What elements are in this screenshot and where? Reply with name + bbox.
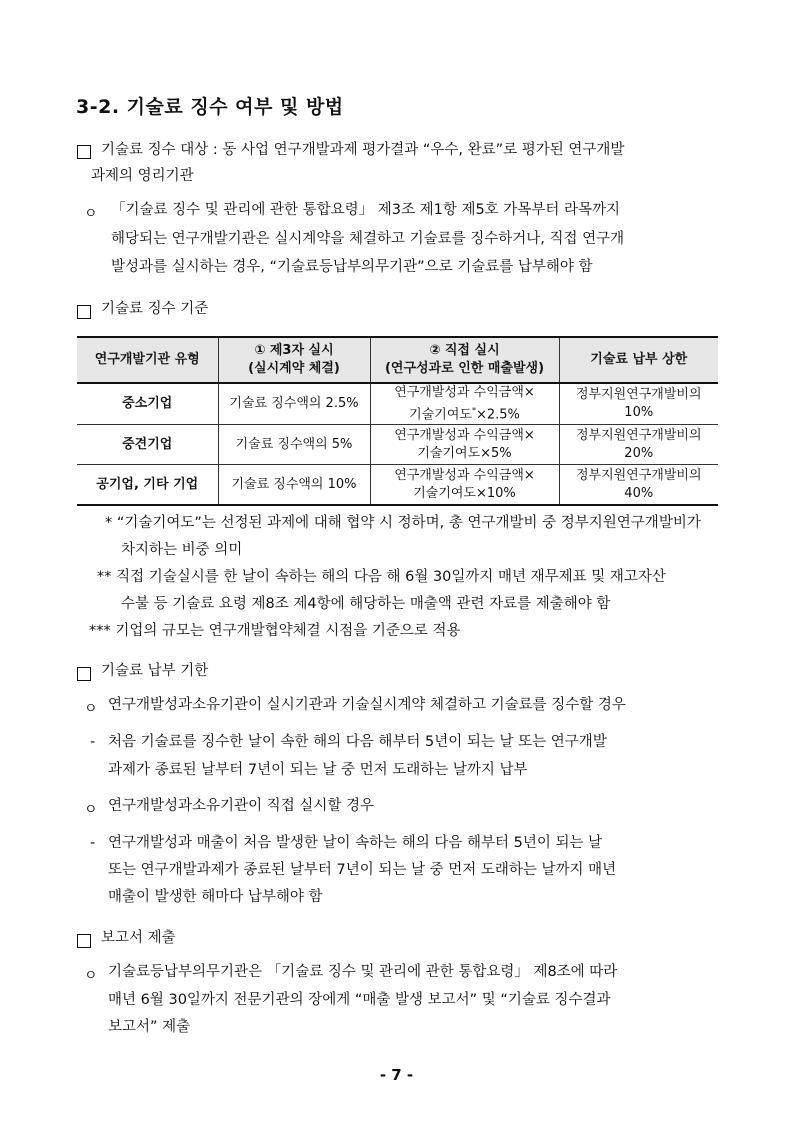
dash-bullet-icon: - bbox=[90, 734, 96, 750]
criteria-heading: 기술료 징수 기준 bbox=[101, 301, 209, 317]
report-heading: 보고서 제출 bbox=[101, 930, 176, 946]
footnote-mark: * bbox=[471, 406, 476, 415]
row-org-type: 공기업, 기타 기업 bbox=[77, 465, 218, 506]
row-direct bbox=[370, 383, 559, 425]
deadline-detail-2-line-3: 매출이 발생한 해마다 납부해야 함 bbox=[108, 889, 323, 905]
page-number: - 7 - bbox=[379, 1066, 414, 1084]
deadline-heading: 기술료 납부 기한 bbox=[101, 663, 209, 679]
report-line-3: 보고서” 제출 bbox=[108, 1019, 191, 1035]
row-direct-line-2 bbox=[371, 485, 559, 503]
row-cap-line-1: 정부지원연구개발비의 bbox=[575, 427, 702, 443]
deadline-case-2: 연구개발성과소유기관이 직접 실시할 경우 bbox=[108, 798, 374, 814]
checkbox-square-icon bbox=[77, 934, 91, 948]
header-direct bbox=[370, 337, 559, 383]
row-direct bbox=[370, 465, 559, 506]
report-line-1: 기술료등납부의무기관은 「기술료 징수 및 관리에 관한 통합요령」 제8조에 따라 bbox=[108, 964, 618, 980]
row-third-party: 기술료 징수액의 5% bbox=[218, 425, 370, 465]
target-line-2: 과제의 영리기관 bbox=[91, 168, 194, 184]
circle-bullet-icon: ㅇ bbox=[84, 206, 98, 222]
table-row bbox=[77, 425, 718, 465]
header-third-party-line-1: ① 제3자 실시 bbox=[254, 343, 334, 358]
deadline-case-1: 연구개발성과소유기관이 실시기관과 기술실시계약 체결하고 기술료를 징수할 경우 bbox=[108, 697, 626, 713]
row-direct bbox=[370, 425, 559, 465]
header-direct-line-1: ② 직접 실시 bbox=[429, 343, 500, 358]
table-row bbox=[77, 383, 718, 425]
checkbox-square-icon bbox=[77, 305, 91, 319]
row-cap-line-1: 정부지원연구개발비의 bbox=[575, 467, 702, 483]
header-third-party bbox=[218, 337, 370, 383]
header-cap: 기술료 납부 상한 bbox=[559, 337, 718, 383]
rule-line-2: 해당되는 연구개발기관은 실시계약을 체결하고 기술료를 징수하거나, 직접 연구개 bbox=[111, 231, 625, 247]
table-row bbox=[77, 465, 718, 506]
fee-table bbox=[77, 336, 718, 506]
deadline-detail-2-line-1: 연구개발성과 매출이 처음 발생한 날이 속하는 해의 다음 해부터 5년이 되는 날 bbox=[108, 835, 603, 851]
checkbox-square-icon bbox=[77, 145, 91, 159]
row-direct-line-1: 연구개발성과 수익금액× bbox=[394, 385, 535, 400]
row-cap-line-2: 20% bbox=[624, 445, 654, 461]
row-cap-line-2: 10% bbox=[624, 405, 654, 421]
row-direct-line-2a: 기술기여도×5% bbox=[417, 445, 512, 461]
rule-line-3: 발성과를 실시하는 경우, “기술료등납부의무기관”으로 기술료를 납부해야 함 bbox=[111, 259, 593, 275]
header-third-party-line-2: (실시계약 체결) bbox=[248, 361, 340, 376]
row-direct-line-1: 연구개발성과 수익금액× bbox=[394, 467, 535, 483]
target-line-1: 기술료 징수 대상 : 동 사업 연구개발과제 평가결과 “우수, 완료”로 평가된 연구개발 bbox=[101, 142, 625, 158]
circle-bullet-icon: ㅇ bbox=[84, 701, 98, 717]
report-line-2: 매년 6월 30일까지 전문기관의 장에게 “매출 발생 보고서” 및 “기술료 징수결과 bbox=[108, 992, 611, 1008]
header-org-type: 연구개발기관 유형 bbox=[77, 337, 218, 383]
note-3: *** 기업의 규모는 연구개발협약체결 시점을 기준으로 적용 bbox=[89, 623, 461, 639]
row-cap bbox=[559, 383, 718, 425]
row-cap-line-2: 40% bbox=[624, 485, 654, 501]
deadline-detail-1-line-1: 처음 기술료를 징수한 날이 속한 해의 다음 해부터 5년이 되는 날 또는 연구개발 bbox=[108, 734, 607, 750]
note-1-line-1: * “기술기여도”는 선정된 과제에 대해 협약 시 정하며, 총 연구개발비 중 정부지원연구개발비가 bbox=[105, 515, 701, 531]
row-direct-line-2 bbox=[371, 402, 559, 424]
row-org-type: 중소기업 bbox=[77, 383, 218, 425]
checkbox-square-icon bbox=[77, 667, 91, 681]
table-header-row bbox=[77, 337, 718, 383]
section-title: 3-2. 기술료 징수 여부 및 방법 bbox=[76, 96, 344, 118]
row-org-type: 중견기업 bbox=[77, 425, 218, 465]
circle-bullet-icon: ㅇ bbox=[84, 802, 98, 818]
row-third-party: 기술료 징수액의 2.5% bbox=[218, 383, 370, 425]
rule-line-1: 「기술료 징수 및 관리에 관한 통합요령」 제3조 제1항 제5호 가목부터 라목까지 bbox=[111, 202, 620, 218]
header-direct-line-2: (연구성과로 인한 매출발생) bbox=[384, 361, 545, 376]
note-2-line-2: 수불 등 기술료 요령 제8조 제4항에 해당하는 매출액 관련 자료를 제출해야 함 bbox=[121, 596, 611, 612]
deadline-detail-2-line-2: 또는 연구개발과제가 종료된 날부터 7년이 되는 날 중 먼저 도래하는 날까지 매년 bbox=[108, 862, 617, 878]
row-direct-line-2 bbox=[371, 445, 559, 463]
note-2-line-1: ** 직접 기술실시를 한 날이 속하는 해의 다음 해 6월 30일까지 매년 재무제표 및 재고자산 bbox=[97, 569, 666, 585]
row-direct-line-2a: 기술기여도×10% bbox=[413, 485, 516, 501]
circle-bullet-icon: ㅇ bbox=[84, 968, 98, 984]
row-cap bbox=[559, 425, 718, 465]
row-direct-line-1: 연구개발성과 수익금액× bbox=[394, 427, 535, 443]
row-direct-line-2b: ×2.5% bbox=[475, 407, 520, 423]
deadline-detail-1-line-2: 과제가 종료된 날부터 7년이 되는 날 중 먼저 도래하는 날까지 납부 bbox=[108, 762, 528, 778]
row-cap-line-1: 정부지원연구개발비의 bbox=[575, 387, 702, 403]
row-direct-line-2a: 기술기여도 bbox=[409, 407, 472, 423]
row-third-party: 기술료 징수액의 10% bbox=[218, 465, 370, 506]
dash-bullet-icon: - bbox=[90, 835, 96, 851]
row-cap bbox=[559, 465, 718, 506]
note-1-line-2: 차지하는 비중 의미 bbox=[121, 542, 243, 558]
